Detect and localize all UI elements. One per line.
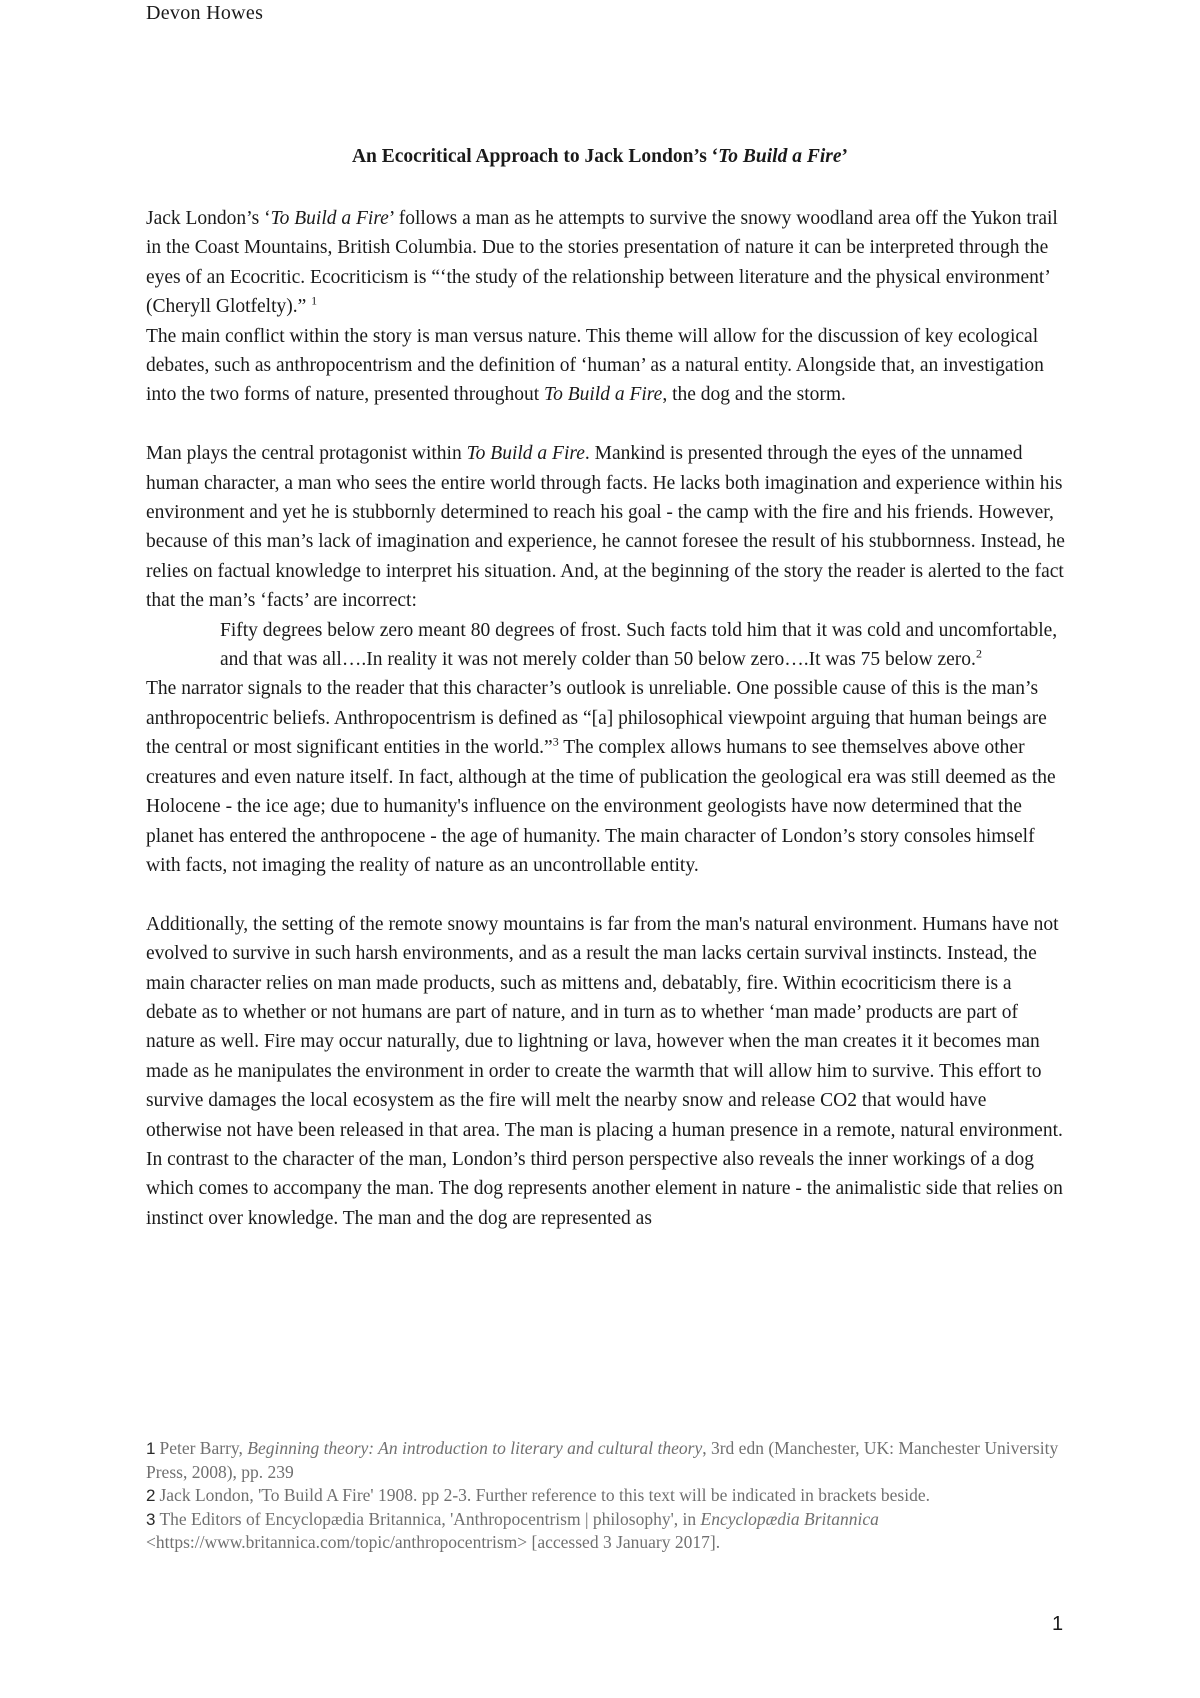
paragraph-text: The narrator signals to the reader that this character’s outlook is unreliable. One possible cause of this is the man’s anthropocentric beliefs. Anthropocentrism is defined as “[a] philosophical viewpoint arguing that human beings are the central or most significant entities in the world.” [146,678,1047,759]
block-quote [146,616,1066,675]
paragraph-text: The complex allows humans to see themselves above other creatures and even nature itself. In fact, although at the time of publication the geological era was still deemed as the Holocene - the ice age; due to humanity's influence on the environment geologists have now determined that the planet has entered the anthropocene - the age of humanity. The main character of London’s story consoles himself with facts, not imaging the reality of nature as an uncontrollable entity. [146,737,1056,876]
work-title: To Build a Fire [270,208,389,229]
work-title: To Build a Fire [466,443,585,465]
footnote-number: 3 [146,1509,156,1529]
author-name: Devon Howes [146,2,264,24]
footnote-2 [146,1484,1086,1508]
paragraph-text: The main conflict within the story is man versus nature. This theme will allow for the discussion of key ecological debates, such as anthropocentrism and the definition of ‘human’ as a natural entity. Alongside that, an investigation into the two forms of nature, presented throughout [146,325,1044,406]
paragraph-dog: In contrast to the character of the man, London’s third person perspective also reveals the inner workings of a dog which comes to accompany the man. The dog represents another element in nature - the animalistic side that relies on instinct over knowledge. The man and the dog are represented as [146,1148,1063,1229]
footnote-text: The Editors of Encyclopædia Britannica, 'Anthropocentrism | philosophy', in [159,1508,701,1529]
paragraph-setting: Additionally, the setting of the remote snowy mountains is far from the man's natural environment. Humans have not evolved to survive in such harsh environments, and as a result the man lacks certain survival instincts. Instead, the main character relies on man made products, such as mittens and, debatably, fire. Within ecocriticism there is a debate as to whether or not humans are part of nature, and in turn as to whether ‘man made’ products are part of nature as well. Fire may occur naturally, due to lightning or lava, however when the man creates it it becomes man made as he manipulates the environment in order to create the warmth that will allow him to survive. This effort to survive damages the local ecosystem as the fire will melt the nearby snow and release CO2 that would have otherwise not have been released in that area. The man is placing a human presence in a remote, natural environment. [146,913,1063,1141]
work-title: Beginning theory: An introduction to literary and cultural theory [247,1438,703,1458]
quote-text: Fifty degrees below zero meant 80 degrees of frost. Such facts told him that it was cold and uncomfortable, and that was all….In reality it was not merely colder than 50 below zero….It was 75 below zero. [220,619,1058,671]
footnote-text: <https://www.britannica.com/topic/anthropocentrism> [accessed 3 January 2017]. [146,1532,721,1552]
footnote-text: Peter Barry, [159,1438,248,1458]
page-number: 1 [1052,1613,1064,1635]
footnote-number: 1 [146,1439,156,1458]
paragraph-intro [146,204,1066,322]
paragraph-conflict [146,322,1066,410]
paragraph-text: ’ follows a man as he attempts to survive the snowy woodland area off the Yukon trail in the Coast Mountains, British Columbia. Due to the stories presentation of nature it can be interpreted through the eyes of an Ecocritic. Ecocriticism is “‘the study of the relationship between literature and the physical environment’ (Cheryll Glotfelty).” [146,208,1058,318]
work-title: To Build a Fire [544,384,663,406]
paragraph-text: Man plays the central protagonist within [146,443,467,465]
paragraph-text: . Mankind is presented through the eyes of the unnamed human character, a man who sees the entire world through facts. He lacks both imagination and experience within his environment and yet he is stubbornly determined to reach his goal - the camp with the fire and his friends. However, because of this man’s lack of imagination and experience, he cannot foresee the result of his stubbornness. Instead, he relies on factual knowledge to interpret his situation. And, at the beginning of the story the reader is alerted to the fact that the man’s ‘facts’ are incorrect: [146,443,1065,612]
paragraph-protagonist [146,439,1066,615]
essay-title [0,146,1200,168]
paragraph-text: Jack London’s ‘ [146,208,271,229]
footnote-text: Jack London, 'To Build A Fire' 1908. pp 2-3. Further reference to this text will be indicated in brackets beside. [159,1485,930,1505]
title-prefix: An Ecocritical Approach to Jack London’s ‘ [351,146,719,167]
footnotes [146,1437,1086,1555]
paragraph-anthropocentrism [146,674,1066,880]
footnote-text: , 3rd edn (Manchester, UK: Manchester University Press, 2008), pp. 239 [146,1438,1059,1482]
paragraph-spacer [146,880,1066,909]
footnote-number: 2 [146,1486,156,1505]
footnote-ref-1[interactable]: 1 [311,293,318,308]
footnote-1 [146,1437,1086,1484]
footnote-3 [146,1508,1086,1555]
title-suffix: ’ [841,146,849,167]
paragraph-spacer [146,410,1066,439]
footnote-ref-2[interactable]: 2 [975,646,982,661]
work-title: Encyclopædia Britannica [700,1508,879,1529]
title-work: To Build a Fire [718,146,842,167]
footnote-ref-3[interactable]: 3 [552,734,559,749]
paragraph-text: , the dog and the storm. [662,384,846,406]
essay-body [146,204,1066,1233]
